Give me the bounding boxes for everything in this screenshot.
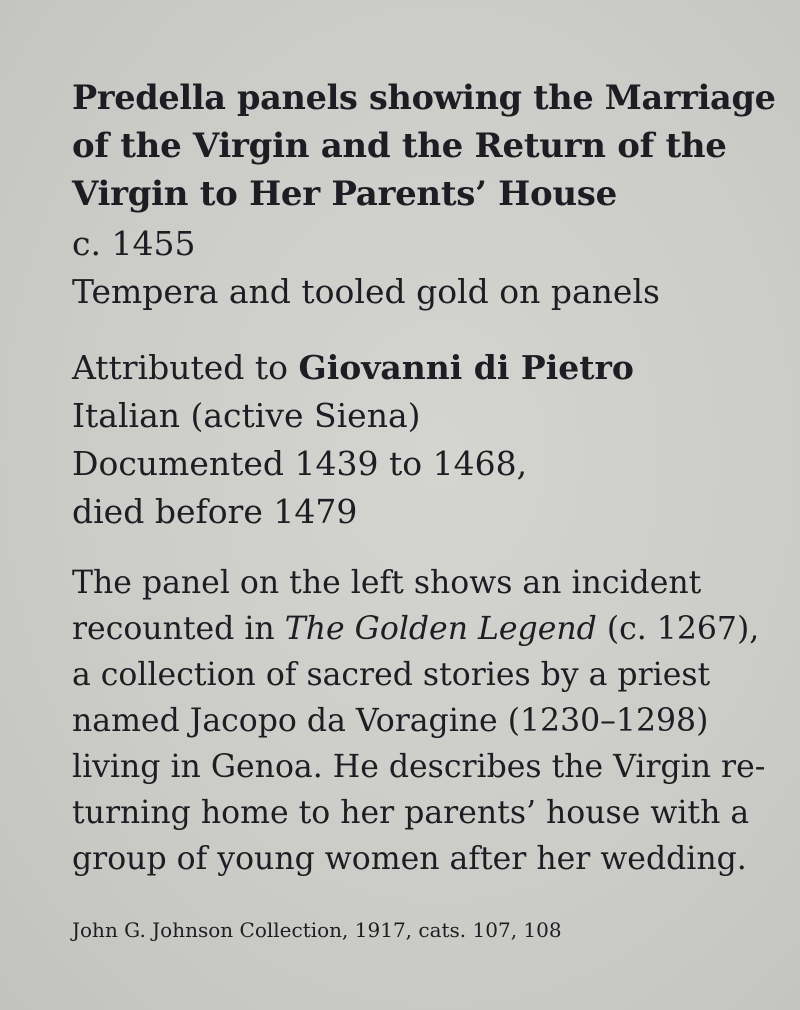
artwork-date: c. 1455 <box>72 224 196 263</box>
artwork-description <box>72 560 765 882</box>
attribution-prefix: Attributed to <box>72 348 299 387</box>
artwork-title <box>72 74 776 218</box>
description-line <box>72 606 765 652</box>
credit-line: John G. Johnson Collection, 1917, cats. 107, 108 <box>72 918 562 942</box>
description-line: turning home to her parents’ house with a <box>72 795 750 831</box>
attribution-line <box>72 344 634 392</box>
description-line: living in Genoa. He describes the Virgin re- <box>72 749 766 785</box>
artist-died: died before 1479 <box>72 492 358 531</box>
description-line: The panel on the left shows an incident <box>72 565 702 601</box>
description-line: a collection of sacred stories by a priest <box>72 657 711 693</box>
artist-attribution <box>72 344 634 536</box>
description-text: recounted in <box>72 611 285 647</box>
artist-name: Giovanni di Pietro <box>298 348 634 387</box>
artist-documented: Documented 1439 to 1468, <box>72 444 528 483</box>
artist-nationality: Italian (active Siena) <box>72 396 421 435</box>
description-line: group of young women after her wedding. <box>72 841 747 877</box>
title-line: Predella panels showing the Marriage <box>72 78 776 117</box>
title-line: of the Virgin and the Return of the <box>72 126 727 166</box>
description-text: (c. 1267), <box>596 611 760 647</box>
description-line: named Jacopo da Voragine (1230–1298) <box>72 703 709 739</box>
title-line: Virgin to Her Parents’ House <box>72 174 617 214</box>
book-title: The Golden Legend <box>284 611 597 647</box>
artwork-medium: Tempera and tooled gold on panels <box>72 272 660 311</box>
artwork-details <box>72 220 660 316</box>
